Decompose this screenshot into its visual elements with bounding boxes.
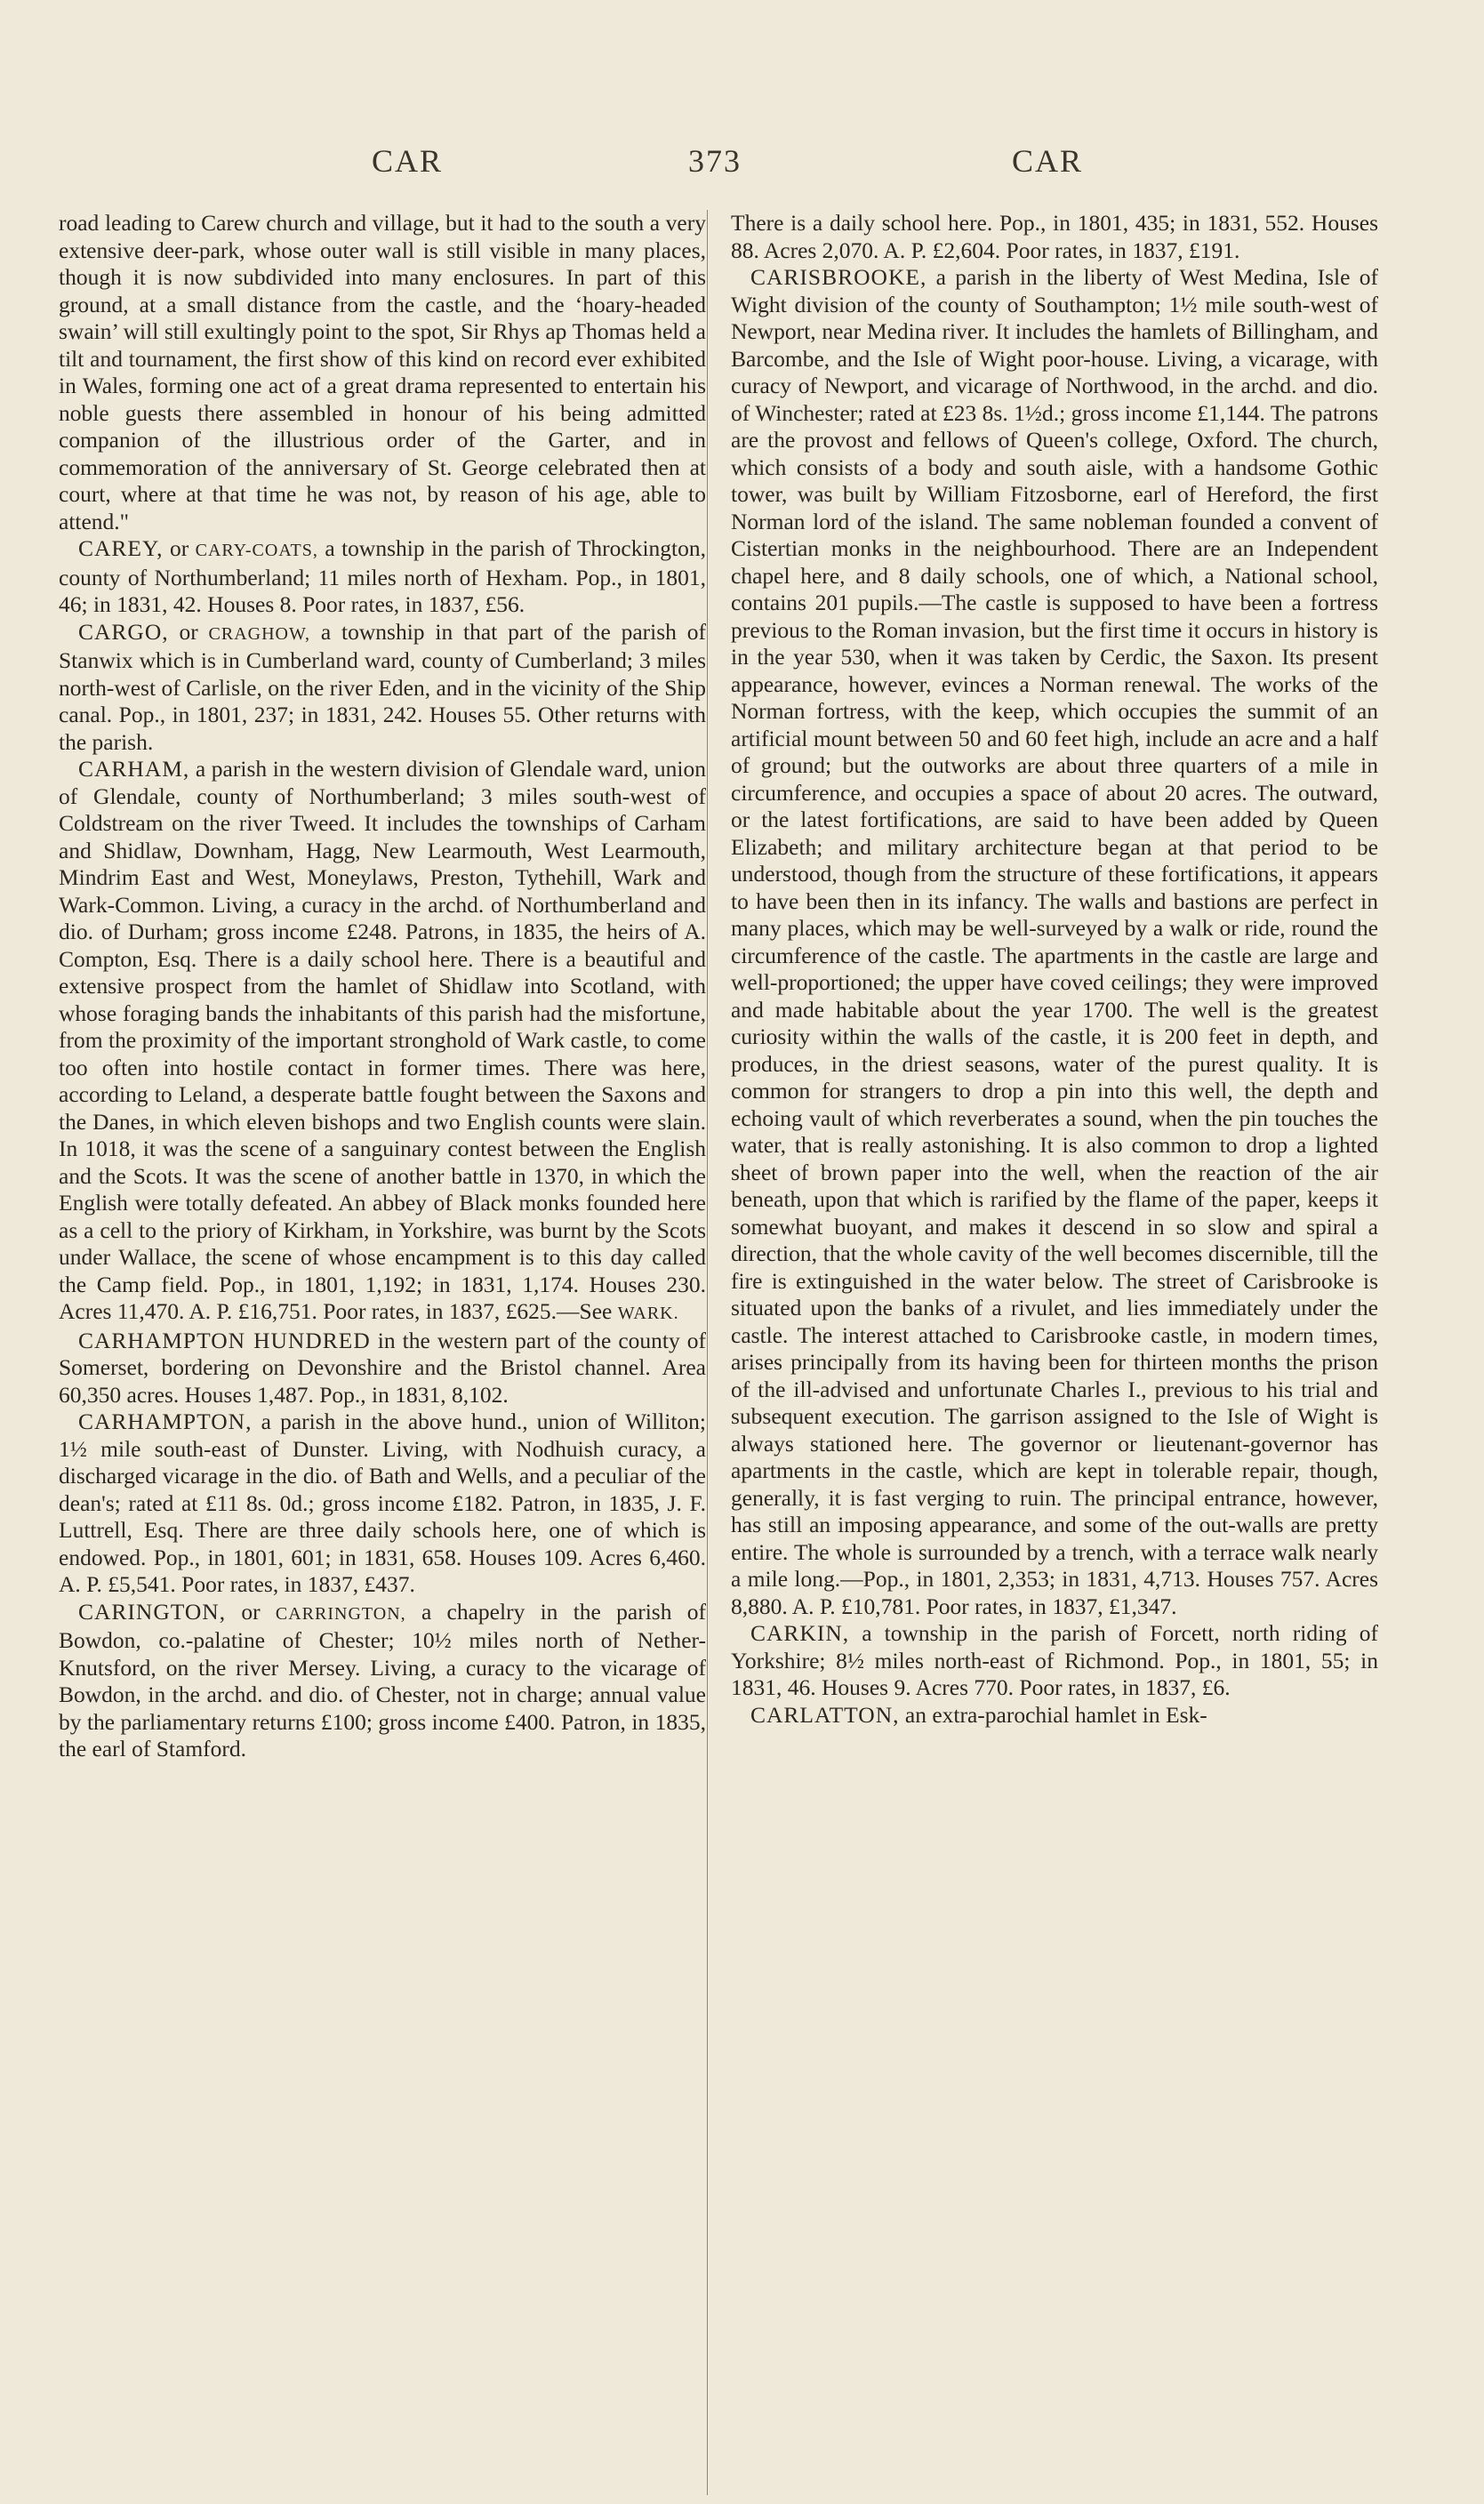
entry-carington: CARINGTON, or CARRINGTON, a chapelry in the parish of Bowdon, co.-palatine of Chester; 10½ miles north of Nether-Knutsford, on the river Mersey. Living, a curacy to the vicarage of Bowdon, in the archd. and dio. of Chester, not in charge; annual value by the parliamentary returns £100; gross income £400. Patron, in 1835, the earl of Stamford. xyxy=(59,1598,706,1762)
page-number: 373 xyxy=(688,143,742,179)
entry-headword: CARHAM, xyxy=(78,756,190,782)
header-left-word: CAR xyxy=(372,143,444,179)
continuation-paragraph: road leading to Carew church and village, but it had to the south a very extensive deer-park, whose outer wall is still visible in many places, though it is now subdivided into many enclosures. In part of this ground, at a small distance from the castle, and the ‘hoary-headed swain’ will still exultingly point to the spot, Sir Rhys ap Thomas held a tilt and tournament, the first show of this kind on record ever exhibited in Wales, forming one act of a great drama represented to entertain his noble guests there assembled in honour of his being admitted companion of the illustrious order of the Garter, and in commemoration of the anniversary of St. George celebrated then at court, where at that time he was not, by reason of his age, able to attend." xyxy=(59,210,706,534)
alt-name: CARY-COATS, xyxy=(195,541,318,560)
entry-carey: CAREY, or CARY-COATS, a township in the parish of Throckington, county of Northumberland; 11 miles north of Hexham. Pop., in 1801, 46; in 1831, 42. Houses 8. Poor rates, in 1837, £56. xyxy=(59,535,706,617)
left-column xyxy=(59,210,706,1763)
continuation-paragraph: There is a daily school here. Pop., in 1801, 435; in 1831, 552. Houses 88. Acres 2,070. A. P. £2,604. Poor rates, in 1837, £191. xyxy=(731,210,1378,263)
entry-carhampton: CARHAMPTON, a parish in the above hund., union of Williton; 1½ mile south-east of Dunster. Living, with Nodhuish curacy, a discharged vicarage in the dio. of Bath and Wells, and a peculiar of the dean's; rated at £11 8s. 0d.; gross income £182. Patron, in 1835, J. F. Luttrell, Esq. There are three daily schools here, one of which is endowed. Pop., in 1801, 601; in 1831, 658. Houses 109. Acres 6,460. A. P. £5,541. Poor rates, in 1837, £437. xyxy=(59,1408,706,1597)
entry-headword: CARKIN, xyxy=(750,1620,850,1646)
entry-carisbrooke: CARISBROOKE, a parish in the liberty of West Medina, Isle of Wight division of the county of Southampton; 1½ mile south-west of Newport, near Medina river. It includes the hamlets of Billingham, and Barcombe, and the Isle of Wight poor-house. Living, a vicarage, with curacy of Newport, and vicarage of Northwood, in the archd. and dio. of Winchester; rated at £23 8s. 1½d.; gross income £1,144. The patrons are the provost and fellows of Queen's college, Oxford. The church, which consists of a body and south aisle, with a handsome Gothic tower, was built by William Fitzosborne, earl of Hereford, the first Norman lord of the island. The same nobleman founded a convent of Cistertian monks in the neighbourhood. There are an Independent chapel here, and 8 daily schools, one of which, a National school, contains 201 pupils.—The castle is supposed to have been a fortress previous to the Roman invasion, but the first time it occurs in history is in the year 530, when it was taken by Cerdic, the Saxon. Its present appearance, however, evinces a Norman renewal. The works of the Norman fortress, with the keep, which occupies the summit of an artificial mount between 50 and 60 feet high, include an acre and a half of ground; but the outworks are about three quarters of a mile in circumference, and occupies a space of about 20 acres. The outward, or the latest fortifications, are said to have been added by Queen Elizabeth; and military architecture began at that period to be understood, though from the structure of these fortifications, it appears to have been then in its infancy. The walls and bastions are perfect in many places, which may be well-surveyed by a walk or ride, round the circumference of the castle. The apartments in the castle are large and well-proportioned; the upper have coved ceilings; they were improved and made habitable about the year 1700. The well is the greatest curiosity within the walls of the castle, it is 200 feet in depth, and produces, in the driest seasons, water of the purest quality. It is common for strangers to drop a pin into this well, the depth and echoing vault of which reverberates a sound, when the pin touches the water, that is really astonishing. It is also common to drop a lighted sheet of brown paper into the well, when the reaction of the air beneath, upon that which is rarified by the flame of the paper, keeps it somewhat buoyant, and makes it descend in so slow and spiral a direction, that the whole cavity of the well becomes discernible, till the fire is extinguished in the water below. The street of Carisbrooke is situated upon the banks of a rivulet, and lies immediately under the castle. The interest attached to Carisbrooke castle, in modern times, arises principally from its having been for thirteen months the prison of the ill-advised and unfortunate Charles I., previous to his trial and subsequent execution. The garrison assigned to the Isle of Wight is always stationed here. The governor or lieutenant-governor has apartments in the castle, which are kept in tolerable repair, though, generally, it is fast verging to ruin. The principal entrance, however, has still an imposing appearance, and some of the out-walls are pretty entire. The whole is surrounded by a trench, with a terrace walk nearly a mile long.—Pop., in 1801, 2,353; in 1831, 4,713. Houses 757. Acres 8,880. A. P. £10,781. Poor rates, in 1837, £1,347. xyxy=(731,264,1378,1619)
entry-carkin: CARKIN, a township in the parish of Forcett, north riding of Yorkshire; 8½ miles north-east of Richmond. Pop., in 1801, 55; in 1831, 46. Houses 9. Acres 770. Poor rates, in 1837, £6. xyxy=(731,1620,1378,1700)
entry-cargo: CARGO, or CRAGHOW, a township in that part of the parish of Stanwix which is in Cumberland ward, county of Cumberland; 3 miles north-west of Carlisle, on the river Eden, and in the vicinity of the Ship canal. Pop., in 1801, 237; in 1831, 242. Houses 55. Other returns with the parish. xyxy=(59,618,706,755)
alt-name: CARRINGTON, xyxy=(275,1603,406,1624)
entry-headword: CARHAMPTON, xyxy=(78,1408,253,1434)
entry-headword: CARINGTON, xyxy=(78,1598,227,1625)
entry-carlatton: CARLATTON, an extra-parochial hamlet in Esk- xyxy=(750,1701,1207,1728)
column-divider xyxy=(707,210,708,2495)
cross-reference: WARK. xyxy=(617,1304,679,1323)
entry-carham: CARHAM, a parish in the western division of Glendale ward, union of Glendale, county of Northumberland; 3 miles south-west of Coldstream on the river Tweed. It includes the townships of Carham and Shidlaw, Downham, Hagg, New Learmouth, West Learmouth, Mindrim East and West, Moneylaws, Preston, Tythehill, Wark and Wark-Common. Living, a curacy in the archd. of Northumberland and dio. of Durham; gross income £248. Patrons, in 1835, the heirs of A. Compton, Esq. There is a daily school here. There is a beautiful and extensive prospect from the hamlet of Shidlaw into Scotland, with whose foraging bands the inhabitants of this parish had the misfortune, from the proximity of the important stronghold of Wark castle, to come too often into hostile contact in former times. There was here, according to Leland, a desperate battle fought between the Saxons and the Danes, in which eleven bishops and two English counts were slain. In 1018, it was the scene of a sanguinary contest between the English and the Scots. It was the scene of another battle in 1370, in which the English were totally defeated. An abbey of Black monks founded here as a cell to the priory of Kirkham, in Yorkshire, was burnt by the Scots under Wallace, the scene of whose encampment is to this day called the Camp field. Pop., in 1801, 1,192; in 1831, 1,174. Houses 230. Acres 11,470. A. P. £16,751. Poor rates, in 1837, £625.—See WARK. xyxy=(59,756,706,1324)
header-right-word: CAR xyxy=(1012,143,1084,179)
entry-headword: CAREY, xyxy=(78,535,164,561)
entry-headword: CARGO, xyxy=(78,618,169,645)
right-column xyxy=(731,210,1378,1729)
entry-headword: CARHAMPTON HUNDRED xyxy=(78,1327,371,1353)
entry-carhampton-hundred: CARHAMPTON HUNDRED in the western part of the county of Somerset, bordering on Devonshire and the Bristol channel. Area 60,350 acres. Houses 1,487. Pop., in 1831, 8,102. xyxy=(59,1327,706,1408)
running-header xyxy=(0,142,1484,187)
entry-headword: CARISBROOKE, xyxy=(750,264,927,290)
entry-headword: CARLATTON, xyxy=(750,1701,900,1728)
alt-name: CRAGHOW, xyxy=(208,623,311,644)
